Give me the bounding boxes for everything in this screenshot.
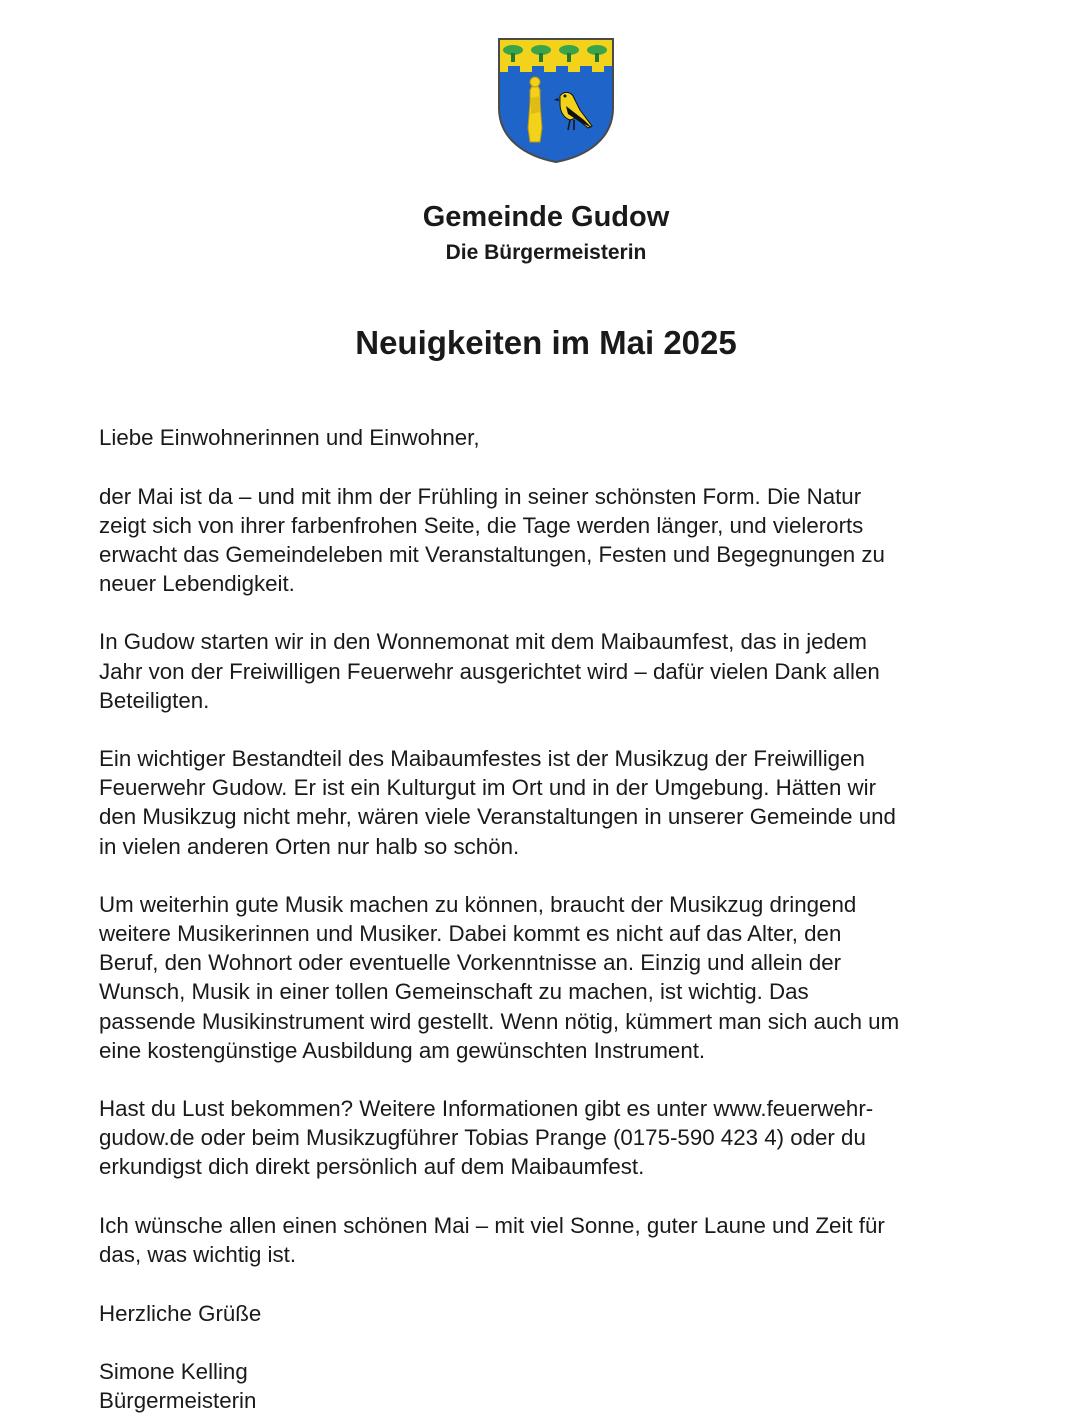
signature-name: Simone Kelling [99,1359,248,1385]
closing: Herzliche Grüße [99,1300,262,1326]
paragraph-contact-info: Hast du Lust bekommen? Weitere Informationen gibt es unter www.feuerwehr- gudow.de oder beim Musikzugführer Tobias Prange (0175-590 423 4) oder du erkundigst dich direkt persönlich auf dem Maibaumfest. [99,1096,874,1180]
signature-title: Bürgermeisterin [99,1388,257,1414]
paragraph-wishes: Ich wünsche allen einen schönen Mai – mit viel Sonne, guter Laune und Zeit für das, was wichtig ist. [99,1212,885,1268]
signature-block [99,1357,999,1415]
paragraph-musikzug: Ein wichtiger Bestandteil des Maibaumfestes ist der Musikzug der Freiwilligen Feuerwehr Gudow. Er ist ein Kulturgut im Ort und in der Umgebung. Hätten wir den Musikzug nicht mehr, wären viele Veranstaltungen in unserer Gemeinde und in vielen anderen Orten nur halb so schön. [99,746,896,859]
salutation: Liebe Einwohnerinnen und Einwohner, [99,425,480,450]
paragraph-musicians-wanted: Um weiterhin gute Musik machen zu können, braucht der Musikzug dringend weitere Musikerinnen und Musiker. Dabei kommt es nicht auf das Alter, den Beruf, den Wohnort oder eventuelle Vorkenntnisse an. Einzig und allein der Wunsch, Musik in einer tollen Gemeinschaft zu machen, ist wichtig. Das passende Musikinstrument wird gestellt. Wenn nötig, kümmert man sich auch um eine kostengünstige Ausbildung am gewünschten Instrument. [99,892,900,1063]
coat-of-arms-icon [496,36,616,164]
document-title: Neuigkeiten im Mai 2025 [355,324,737,361]
letter-body [99,423,999,1415]
paragraph-spring: der Mai ist da – und mit ihm der Frühling in seiner schönsten Form. Die Natur zeigt sich von ihrer farbenfrohen Seite, die Tage werden länger, und vielerorts erwacht das Gemeindeleben mit Veranstaltungen, Festen und Begegnungen zu neuer Lebendigkeit. [99,483,885,596]
organization-role: Die Bürgermeisterin [445,241,647,264]
paragraph-maibaumfest: In Gudow starten wir in den Wonnemonat mit dem Maibaumfest, das in jedem Jahr von der Freiwilligen Feuerwehr ausgerichtet wird – dafür vielen Dank allen Beteiligten. [99,629,880,713]
organization-name: Gemeinde Gudow [422,201,670,233]
